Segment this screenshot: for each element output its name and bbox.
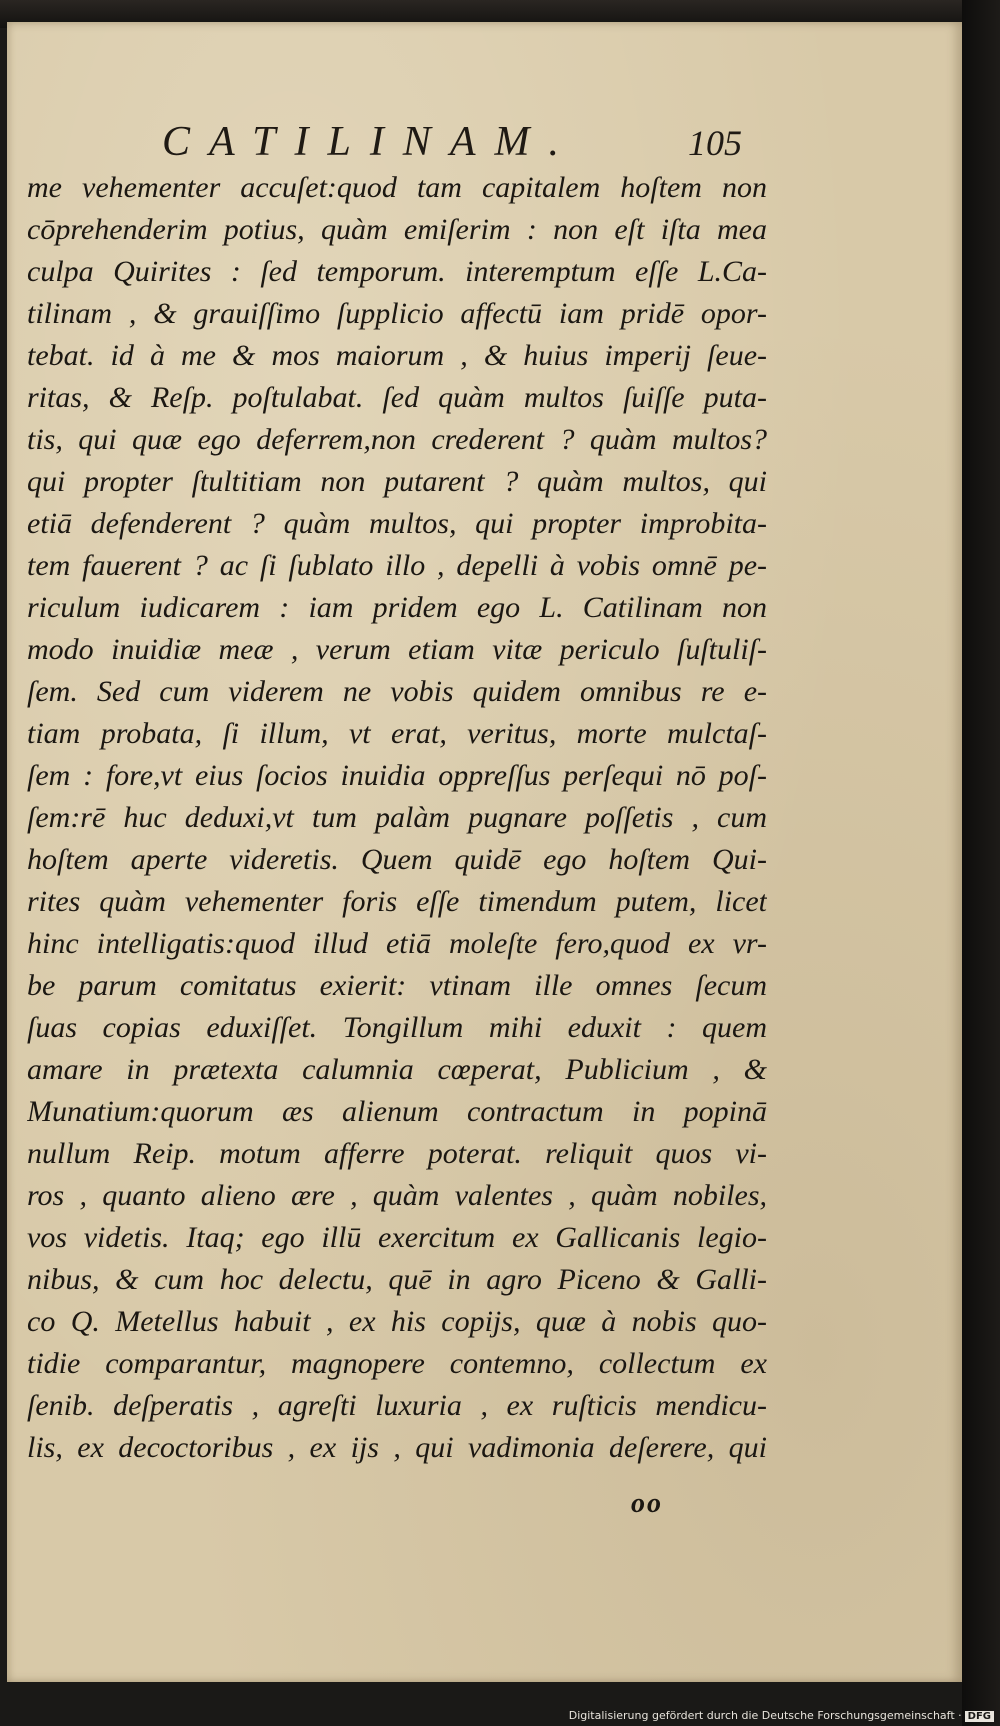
text-line: cōprehenderim potius, quàm emiſerim : non eſt iſta mea [27,213,767,246]
text-line: tidie comparantur, magnopere contemno, collectum ex [27,1347,767,1380]
text-line: me vehementer accuſet:quod tam capitalem hoſtem non [27,171,767,204]
text-line: hoſtem aperte videretis. Quem quidē ego hoſtem Qui- [27,843,767,876]
book-spine [962,0,1000,1726]
digitization-credit [569,1709,994,1722]
text-line: tem fauerent ? ac ſi ſublato illo , depelli à vobis omnē pe- [27,549,767,582]
body-text [27,167,767,1469]
text-line: amare in prætexta calumnia cœperat, Publicium , & [27,1053,767,1086]
text-line: riculum iudicarem : iam pridem ego L. Catilinam non [27,591,767,624]
running-head-title: CATILINAM. [162,119,578,165]
text-line: nibus, & cum hoc delectu, quē in agro Piceno & Galli- [27,1263,767,1296]
dfg-logo: DFG [965,1711,994,1722]
text-line: ſem:rē huc deduxi,vt tum palàm pugnare poſſetis , cum [27,801,767,834]
catchword: oo [631,1488,663,1519]
text-line: ros , quanto alieno ære , quàm valentes , quàm nobiles, [27,1179,767,1212]
text-line: tiam probata, ſi illum, vt erat, veritus, morte mulctaſ- [27,717,767,750]
text-line: rites quàm vehementer foris eſſe timendum putem, licet [27,885,767,918]
text-line: qui propter ſtultitiam non putarent ? quàm multos, qui [27,465,767,498]
text-line: ritas, & Reſp. poſtulabat. ſed quàm multos ſuiſſe puta- [27,381,767,414]
page-number: 105 [688,123,742,163]
text-line: tis, qui quæ ego deferrem,non crederent ? quàm multos? [27,423,767,456]
text-line: lis, ex decoctoribus , ex ijs , qui vadimonia deſerere, qui [27,1431,767,1464]
credit-text: Digitalisierung gefördert durch die Deutsche Forschungsgemeinschaft · [568,1709,962,1722]
text-line: ſenib. deſperatis , agreſti luxuria , ex ruſticis mendicu- [27,1389,767,1422]
running-head [162,118,742,164]
text-line: co Q. Metellus habuit , ex his copijs, quæ à nobis quo- [27,1305,767,1338]
book-page [7,22,962,1682]
text-line: ſem. Sed cum viderem ne vobis quidem omnibus re e- [27,675,767,708]
text-line: tilinam , & grauiſſimo ſupplicio affectū iam pridē opor- [27,297,767,330]
text-line: Munatium:quorum æs alienum contractum in popinā [27,1095,767,1128]
text-line: be parum comitatus exierit: vtinam ille omnes ſecum [27,969,767,1002]
text-line: hinc intelligatis:quod illud etiā moleſte fero,quod ex vr- [27,927,767,960]
text-line: culpa Quirites : ſed temporum. interemptum eſſe L.Ca- [27,255,767,288]
text-line: ſuas copias eduxiſſet. Tongillum mihi eduxit : quem [27,1011,767,1044]
text-line: modo inuidiæ meæ , verum etiam vitæ periculo ſuſtuliſ- [27,633,767,666]
text-line: vos videtis. Itaq; ego illū exercitum ex Gallicanis legio- [27,1221,767,1254]
text-line: etiā defenderent ? quàm multos, qui propter improbita- [27,507,767,540]
text-line: ſem : fore,vt eius ſocios inuidia oppreſſus perſequi nō poſ- [27,759,767,792]
text-line: tebat. id à me & mos maiorum , & huius imperij ſeue- [27,339,767,372]
text-line: nullum Reip. motum afferre poterat. reliquit quos vi- [27,1137,767,1170]
